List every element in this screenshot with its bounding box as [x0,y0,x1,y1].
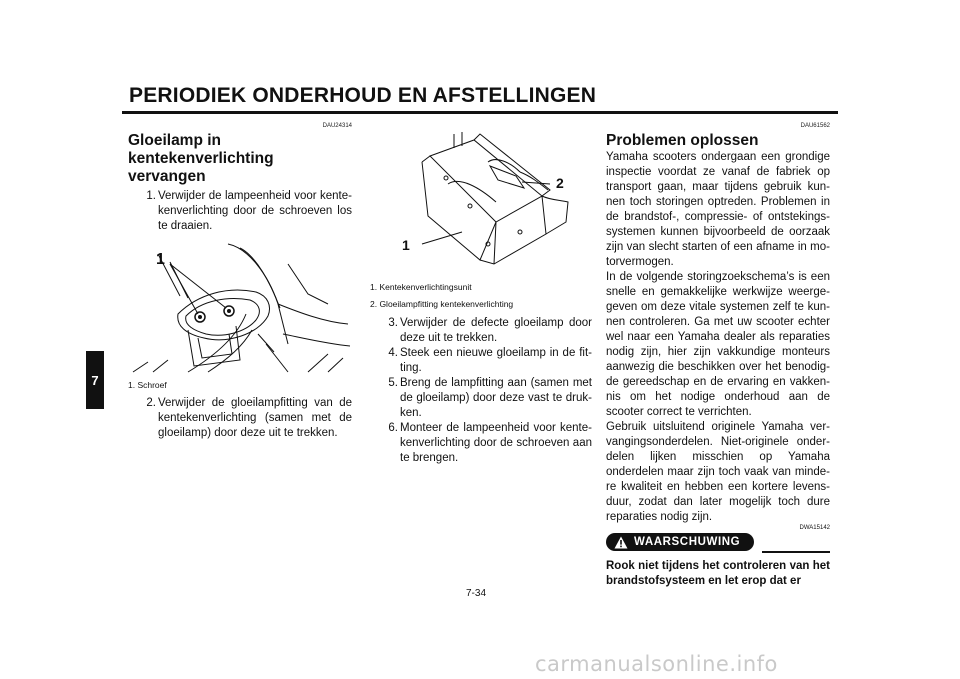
callout-2: 2 [556,175,564,191]
section-code: DAU61562 [800,123,830,129]
step-text: Monteer de lampeenheid voor kentekenverlichting door de schroeven aan te brengen. [400,422,592,464]
warning-code: DWA15142 [799,525,830,531]
column-3 [606,122,830,589]
section-title: Gloeilamp in kentekenverlichting vervangen [128,132,274,185]
step-number: 1. [146,190,156,202]
figure-caption-2: 2. Gloeilampfitting kentekenverlichting [370,299,514,309]
screw-figure [128,234,352,376]
step-number: 5. [388,377,398,389]
step-text: Verwijder de defecte gloeilamp door deze uit te trekken. [400,317,592,344]
warning-icon [614,536,628,549]
steps-list [128,189,352,234]
chapter-tab[interactable]: 7 [86,351,104,409]
step-item [370,346,592,376]
step-text: Steek een nieuwe gloeilamp in de fitting. [400,347,592,374]
column-2 [370,122,592,466]
warning-rule [762,551,830,553]
section-title: Problemen oplossen [606,132,759,149]
paragraph-3: Gebruik uitsluitend originele Yamaha vervangingsonderdelen. Niet-originele onderdelen lijken misschien op Yamaha onderdelen maar zijn toch vaak van mindere kwaliteit en hebben een kortere levensduur, zodat dan later mogelijk toch dure reparaties nodig zijn. [606,421,830,523]
column-1 [128,122,352,441]
step-text: Verwijder de lampeenheid voor kentekenverlichting door de schroeven los te draaien. [158,190,352,232]
step-item [128,396,352,441]
steps-list-continued [128,396,352,441]
step-number: 3. [388,317,398,329]
callout-1: 1 [156,251,165,268]
step-item [370,316,592,346]
license-light-figure [370,126,592,278]
title-rule [122,111,838,114]
warning-label: WAARSCHUWING [634,536,741,548]
paragraph-1: Yamaha scooters ondergaan een grondige inspectie voordat ze vanaf de fabriek op transport gaan, maar tijdens gebruik kunnen toch storingen optreden. Problemen in de brandstof-, compressie- of ontstekingssystemen kunnen bijvoorbeeld de oorzaak zijn van slecht starten of een afname in motorvermogen. [606,151,830,268]
callout-1: 1 [402,237,410,253]
page-title: PERIODIEK ONDERHOUD EN AFSTELLINGEN [129,84,597,107]
warning-text: Rook niet tijdens het controleren van het brandstofsysteem en let erop dat er [606,560,830,587]
figure-caption-1: 1. Kentekenverlichtingsunit [370,282,472,292]
step-text: Breng de lampfitting aan (samen met de gloeilamp) door deze vast te drukken. [400,377,592,419]
paragraph-2: In de volgende storingzoekschema’s is een snelle en gemakkelijke werkwijze weergegeven om deze vitale systemen zelf te kunnen controleren. Ga met uw scooter echter wel naar een Yamaha dealer als reparaties nodig zijn, hier zijn vakkundige monteurs aanwezig die beschikken over het benodigde gereedschap en de ervaring en vakkennis om het nodige onderhoud aan de scooter correct te verrichten. [606,271,830,418]
step-number: 2. [146,397,156,409]
watermark: carmanualsonline.info [535,652,778,676]
steps-list [370,316,592,466]
figure-caption: 1. Schroef [128,380,167,390]
warning-badge [606,533,754,551]
page-number: 7-34 [466,588,487,599]
section-code: DAU24314 [322,123,352,129]
step-item [128,189,352,234]
step-item [370,421,592,466]
step-number: 6. [388,422,398,434]
warning-header [606,525,830,553]
step-item [370,376,592,421]
step-number: 4. [388,347,398,359]
step-text: Verwijder de gloeilampfitting van de kentekenverlichting (samen met de gloeilamp) door deze uit te trekken. [158,397,352,439]
